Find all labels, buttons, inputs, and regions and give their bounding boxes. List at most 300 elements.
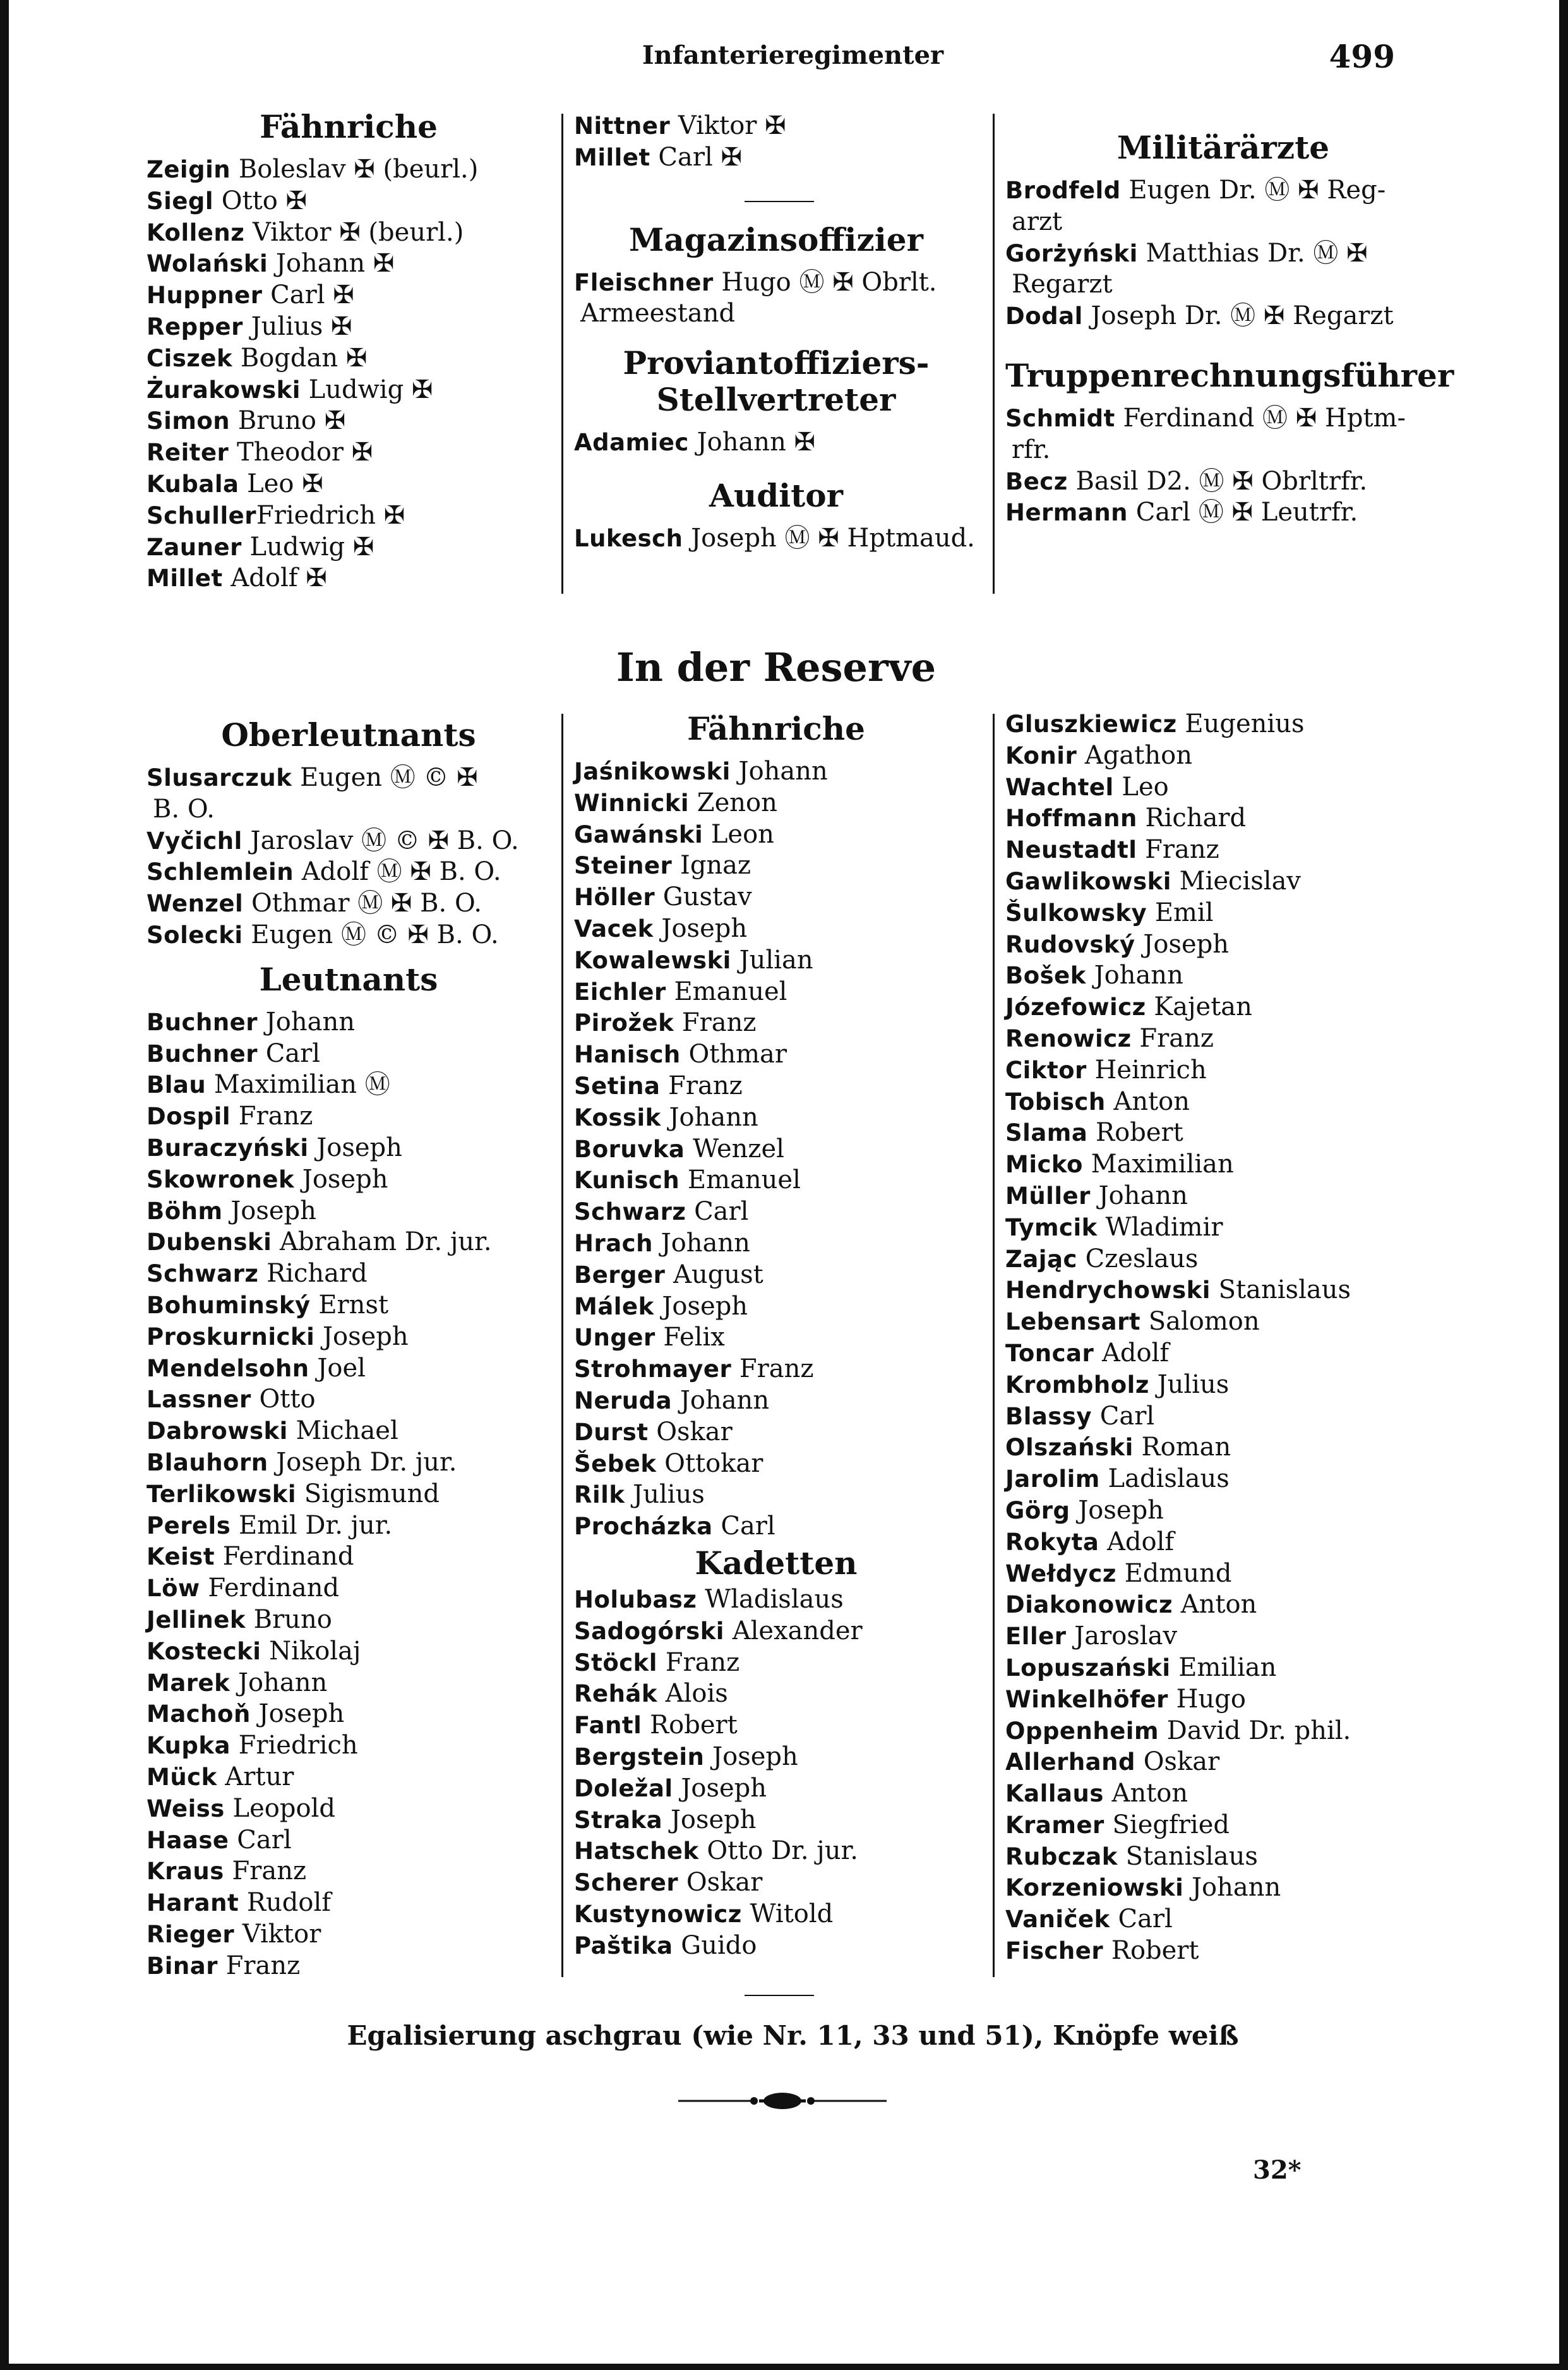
surname: Olszański	[1005, 1434, 1134, 1462]
surname: Hoffmann	[1005, 805, 1137, 833]
surname: Görg	[1005, 1496, 1070, 1524]
entry-detail: Rudolf	[239, 1888, 332, 1918]
list-item	[1005, 1244, 1441, 1275]
surname: Straka	[574, 1806, 663, 1834]
list-item	[574, 427, 978, 459]
surname: Jarolim	[1005, 1465, 1100, 1493]
section-heading: Militärärzte	[1116, 129, 1330, 166]
entry-detail: Carl	[1092, 1401, 1155, 1431]
list-item	[147, 1573, 551, 1604]
surname: Wachtel	[1005, 773, 1114, 801]
surname: Gawánski	[574, 821, 703, 848]
surname: Millet	[574, 143, 650, 171]
surname: Müller	[1005, 1182, 1091, 1210]
list-item	[147, 532, 551, 563]
surname: Reiter	[147, 439, 229, 467]
entry-detail: Franz	[657, 1647, 740, 1677]
entry-detail: Wenzel	[685, 1134, 784, 1164]
entry-detail: Otto Dr. jur.	[698, 1836, 858, 1866]
entry-detail: Julius	[625, 1480, 705, 1510]
list-item	[1005, 175, 1441, 207]
list-item	[574, 882, 978, 913]
entry-detail: Ferdinand	[200, 1573, 340, 1603]
list-item	[147, 1416, 551, 1447]
entry-detail: Eugenius	[1176, 709, 1305, 738]
entry-list	[574, 267, 978, 330]
surname: Lassner	[147, 1386, 251, 1414]
entry-detail: Salomon	[1140, 1307, 1260, 1337]
surname: Schwarz	[147, 1260, 259, 1288]
surname: Rehák	[574, 1680, 657, 1708]
list-item	[574, 111, 978, 142]
page-number: 499	[1329, 38, 1395, 75]
entry-detail: Jaroslav	[1066, 1621, 1178, 1651]
entry-detail: Ignaz	[672, 851, 751, 881]
entry-list	[574, 756, 978, 1543]
entry-detail: Maximilian	[1082, 1150, 1234, 1179]
entry-detail: Gustav	[655, 882, 752, 912]
entry-detail: Franz	[1131, 1023, 1214, 1053]
surname: Schlemlein	[147, 858, 294, 886]
list-item	[147, 1164, 551, 1196]
list-item	[574, 1008, 978, 1039]
list-item	[1005, 435, 1441, 466]
entry-detail: Johann	[258, 1007, 355, 1037]
entry-detail: Carl Ⓜ ✠ Leutrfr.	[1128, 498, 1358, 527]
surname: Zając	[1005, 1245, 1077, 1273]
top-col-1	[147, 109, 551, 594]
surname: Kraus	[147, 1858, 224, 1886]
entry-detail: Hugo Ⓜ ✠ Obrlt.	[713, 267, 937, 297]
surname: Lukesch	[574, 524, 683, 552]
surname: Kostecki	[147, 1637, 261, 1665]
list-item	[1005, 1023, 1441, 1055]
list-item	[1005, 960, 1441, 992]
surname: Neruda	[574, 1387, 673, 1414]
entry-detail: Viktor	[234, 1919, 321, 1949]
list-item	[147, 1699, 551, 1730]
surname: Boruvka	[574, 1135, 685, 1163]
entry-detail: Othmar	[680, 1040, 787, 1069]
list-item	[574, 1354, 978, 1385]
surname: Procházka	[574, 1513, 713, 1541]
surname: Jaśnikowski	[574, 758, 731, 785]
list-item	[574, 1385, 978, 1417]
entry-detail: Edmund	[1116, 1558, 1232, 1588]
list-item	[574, 1165, 978, 1196]
list-item	[147, 826, 551, 857]
entry-detail: Bruno	[245, 1604, 332, 1634]
surname: Siegl	[147, 187, 214, 215]
entry-detail: Emil Dr. jur.	[230, 1510, 393, 1540]
entry-detail: Nikolaj	[261, 1636, 361, 1666]
list-item	[574, 1417, 978, 1448]
list-item	[1005, 1432, 1441, 1464]
entry-list	[147, 762, 551, 951]
entry-detail: Viktor ✠ (beurl.)	[244, 217, 464, 247]
entry-list	[1005, 709, 1441, 1967]
entry-detail: Bogdan ✠	[232, 343, 368, 373]
entry-detail: Siegfried	[1104, 1810, 1230, 1839]
list-item	[574, 819, 978, 851]
surname: Adamiec	[574, 429, 689, 457]
surname: Żurakowski	[147, 376, 301, 404]
entry-detail: Leo	[1113, 772, 1169, 802]
list-item	[147, 794, 551, 826]
entry-detail: Basil D2. Ⓜ ✠ Obrltrfr.	[1067, 466, 1368, 496]
surname: Lopuszański	[1005, 1654, 1171, 1681]
surname: Korzeniowski	[1005, 1874, 1184, 1902]
entry-detail: Armeestand	[580, 299, 736, 328]
entry-detail: Johann	[652, 1228, 750, 1258]
surname: Schmidt	[1005, 404, 1115, 432]
entry-detail: Joseph Dr. jur.	[268, 1447, 457, 1477]
surname: Berger	[574, 1261, 666, 1289]
list-item	[147, 248, 551, 280]
list-item	[147, 1887, 551, 1919]
entry-detail: Julius ✠	[242, 311, 352, 341]
list-item	[574, 1647, 978, 1679]
surname: Kunisch	[574, 1167, 680, 1194]
list-item	[1005, 1149, 1441, 1181]
entry-detail: Ludwig ✠	[241, 532, 374, 562]
list-item	[1005, 207, 1441, 238]
list-item	[147, 888, 551, 920]
entry-detail: Hugo	[1168, 1684, 1246, 1714]
list-item	[1005, 269, 1441, 301]
entry-detail: rfr.	[1012, 435, 1051, 464]
surname: Proskurnicki	[147, 1323, 315, 1350]
list-item	[147, 1919, 551, 1951]
entry-detail: Franz	[674, 1008, 757, 1038]
list-item	[147, 1730, 551, 1762]
entry-list	[1005, 403, 1441, 529]
section-heading: Fähnriche	[687, 710, 865, 747]
surname: Gorżyński	[1005, 239, 1138, 267]
entry-detail: Agathon	[1077, 740, 1192, 770]
entry-detail: Eugen Ⓜ © ✠	[292, 763, 478, 792]
surname: Bohuminský	[147, 1291, 311, 1319]
entry-detail: Joseph	[222, 1196, 316, 1225]
entry-detail: Ludwig ✠	[300, 375, 433, 404]
footer-note: Egalisierung aschgrau (wie Nr. 11, 33 und 51), Knöpfe weiß	[347, 2020, 1239, 2051]
entry-detail: Ferdinand Ⓜ ✠ Hptm-	[1115, 403, 1406, 433]
list-item	[1005, 1872, 1441, 1904]
list-item	[574, 756, 978, 788]
list-item	[1005, 1369, 1441, 1401]
surname: Oppenheim	[1005, 1717, 1159, 1745]
list-item	[147, 1636, 551, 1668]
entry-detail: Abraham Dr. jur.	[272, 1227, 492, 1257]
list-item	[1005, 1401, 1441, 1433]
list-item	[147, 1227, 551, 1258]
entry-detail: August	[665, 1260, 763, 1289]
entry-detail: Othmar Ⓜ ✠ B. O.	[243, 889, 482, 918]
surname: Hrach	[574, 1229, 653, 1257]
list-item	[147, 1258, 551, 1290]
entry-detail: Ottokar	[656, 1448, 763, 1478]
list-item	[1005, 1810, 1441, 1841]
entry-detail: Roman	[1133, 1433, 1231, 1462]
entry-detail: Joseph	[308, 1133, 402, 1162]
list-item	[147, 406, 551, 437]
section-heading: Magazinsoffizier	[629, 220, 923, 258]
column-rule	[561, 114, 563, 594]
entry-detail: Richard	[1137, 803, 1247, 833]
entry-detail: Wladimir	[1097, 1212, 1223, 1242]
list-item	[1005, 1181, 1441, 1212]
surname: Slama	[1005, 1119, 1088, 1147]
entry-detail: Leopold	[224, 1793, 335, 1823]
entry-detail: Anton	[1103, 1779, 1188, 1808]
entry-detail: Johann ✠	[268, 249, 395, 279]
entry-detail: Carl	[686, 1197, 749, 1227]
entry-detail: Otto	[251, 1385, 316, 1414]
section-heading: Truppenrechnungsführer	[1005, 356, 1454, 394]
surname: Gawlikowski	[1005, 867, 1171, 895]
surname: Vaniček	[1005, 1906, 1110, 1934]
surname: Diakonowicz	[1005, 1591, 1173, 1619]
entry-detail: Johann	[1090, 1181, 1188, 1210]
surname: Wełdycz	[1005, 1560, 1116, 1587]
list-item	[574, 1616, 978, 1647]
surname: Fantl	[574, 1712, 642, 1740]
list-item	[1005, 1338, 1441, 1369]
surname: Schuller	[147, 502, 256, 529]
entry-detail: Ferdinand	[215, 1542, 354, 1572]
list-item	[147, 1133, 551, 1164]
surname: Toncar	[1005, 1339, 1094, 1367]
list-item	[147, 186, 551, 217]
surname: Bergstein	[574, 1743, 705, 1771]
surname: Kollenz	[147, 219, 245, 246]
surname: Keist	[147, 1543, 215, 1571]
entry-detail: Zenon	[689, 788, 777, 817]
entry-detail: Oskar	[648, 1417, 733, 1447]
entry-detail: Oskar	[1135, 1747, 1220, 1777]
entry-detail: Alois	[657, 1679, 728, 1709]
surname: Hermann	[1005, 499, 1128, 527]
surname: Löw	[147, 1575, 200, 1603]
list-item	[1005, 1778, 1441, 1810]
surname: Dospil	[147, 1103, 231, 1131]
surname: Kupka	[147, 1732, 230, 1760]
list-item	[1005, 1716, 1441, 1747]
entry-detail: Stanislaus	[1210, 1275, 1351, 1305]
entry-detail: Johann	[1183, 1873, 1281, 1903]
list-item	[574, 1448, 978, 1480]
surname: Becz	[1005, 467, 1068, 495]
reserve-title: In der Reserve	[616, 644, 937, 690]
surname: Kramer	[1005, 1811, 1104, 1839]
surname: Neustadtl	[1005, 836, 1137, 864]
surname: Binar	[147, 1952, 218, 1980]
ornament-icon	[678, 2088, 887, 2114]
surname: Kubala	[147, 470, 239, 498]
running-header: Infanterieregimenter	[642, 40, 944, 70]
list-item	[574, 1836, 978, 1867]
surname: Rubczak	[1005, 1843, 1118, 1870]
entry-detail: Czeslaus	[1077, 1244, 1199, 1273]
list-item	[574, 945, 978, 977]
entry-detail: Carl	[258, 1038, 321, 1068]
surname: Krombholz	[1005, 1371, 1149, 1399]
surname: Repper	[147, 313, 243, 340]
entry-detail: Anton	[1173, 1590, 1257, 1620]
list-item	[574, 1228, 978, 1260]
list-item	[147, 1007, 551, 1038]
entry-detail: Ladislaus	[1099, 1464, 1230, 1494]
entry-detail: Leon	[703, 819, 774, 849]
entry-detail: Eugen Ⓜ © ✠ B. O.	[242, 920, 499, 949]
list-item	[574, 913, 978, 945]
surname: Lebensart	[1005, 1308, 1141, 1336]
surname: Vyčichl	[147, 827, 242, 855]
entry-detail: Guido	[673, 1930, 757, 1960]
entry-detail: Wladislaus	[697, 1584, 844, 1614]
list-item	[1005, 1464, 1441, 1495]
list-item	[574, 1584, 978, 1616]
list-item	[147, 1668, 551, 1699]
surname: Eichler	[574, 978, 666, 1006]
surname: Unger	[574, 1324, 655, 1352]
surname: Scherer	[574, 1869, 679, 1897]
list-item	[147, 154, 551, 186]
list-item	[1005, 301, 1441, 332]
entry-list	[574, 111, 978, 174]
entry-detail: Alexander	[724, 1616, 863, 1645]
entry-list	[574, 523, 978, 555]
surname: Tobisch	[1005, 1088, 1106, 1116]
surname: Mendelsohn	[147, 1354, 309, 1382]
list-item	[574, 1071, 978, 1102]
surname: Hatschek	[574, 1838, 699, 1865]
surname: Brodfeld	[1005, 177, 1121, 204]
entry-detail: Friedrich	[230, 1731, 358, 1760]
surname: Blauhorn	[147, 1448, 268, 1476]
entry-detail: Richard	[258, 1259, 368, 1289]
list-item	[147, 1196, 551, 1227]
list-item	[574, 1260, 978, 1291]
surname: Slusarczuk	[147, 764, 292, 791]
entry-list	[147, 154, 551, 594]
surname: Zauner	[147, 533, 242, 561]
list-item	[574, 977, 978, 1008]
entry-detail: Carl	[1110, 1904, 1173, 1934]
surname: Holubasz	[574, 1585, 697, 1613]
list-item	[1005, 1747, 1441, 1778]
entry-detail: Stanislaus	[1117, 1841, 1258, 1871]
entry-detail: Jaroslav Ⓜ © ✠ B. O.	[242, 826, 519, 855]
list-item	[1005, 709, 1441, 740]
list-item	[147, 1793, 551, 1825]
surname: Buraczyński	[147, 1134, 309, 1162]
list-item	[574, 1867, 978, 1899]
list-item	[1005, 740, 1441, 772]
entry-detail: Joseph	[704, 1741, 798, 1771]
entry-detail: Ernst	[310, 1290, 389, 1320]
list-item	[147, 857, 551, 888]
list-item	[147, 500, 551, 532]
surname: Schwarz	[574, 1198, 686, 1226]
surname: Wolański	[147, 250, 268, 278]
surname: Eller	[1005, 1623, 1067, 1651]
surname: Micko	[1005, 1151, 1083, 1179]
list-item	[574, 1805, 978, 1836]
list-item	[147, 1951, 551, 1982]
surname: Nittner	[574, 112, 671, 140]
entry-detail: Adolf	[1094, 1338, 1170, 1368]
surname: Dabrowski	[147, 1417, 288, 1445]
entry-list	[574, 427, 978, 459]
surname: Marek	[147, 1669, 230, 1697]
entry-detail: Robert	[1087, 1118, 1183, 1148]
section-heading: Kadetten	[695, 1544, 858, 1582]
surname: Jellinek	[147, 1606, 246, 1633]
surname: Weiss	[147, 1795, 225, 1822]
list-item	[147, 762, 551, 794]
entry-detail: Adolf	[1099, 1527, 1175, 1556]
surname: Kowalewski	[574, 946, 731, 974]
surname: Gluszkiewicz	[1005, 711, 1177, 738]
separator-rule	[745, 1995, 814, 1996]
entry-detail: Emanuel	[666, 977, 787, 1006]
surname: Buchner	[147, 1008, 258, 1036]
list-item	[147, 1856, 551, 1887]
entry-detail: Franz	[731, 1354, 814, 1384]
list-item	[147, 920, 551, 951]
list-item	[1005, 1558, 1441, 1590]
list-item	[1005, 238, 1441, 270]
list-item	[1005, 1055, 1441, 1086]
surname: Solecki	[147, 921, 243, 949]
entry-detail: Joseph	[654, 1291, 748, 1321]
surname: Ciktor	[1005, 1056, 1087, 1084]
surname: Šulkowsky	[1005, 899, 1147, 927]
surname: Blassy	[1005, 1402, 1092, 1430]
surname: Rilk	[574, 1481, 625, 1509]
surname: Šebek	[574, 1450, 657, 1477]
entry-detail: Otto ✠	[213, 186, 308, 215]
surname: Millet	[147, 565, 223, 592]
surname: Pirožek	[574, 1009, 674, 1037]
list-item	[574, 267, 978, 299]
entry-detail: arzt	[1012, 207, 1063, 236]
entry-detail: Franz	[1137, 835, 1219, 865]
list-item	[147, 1479, 551, 1510]
entry-detail: Julius	[1149, 1369, 1230, 1399]
entry-detail: Johann	[661, 1102, 758, 1132]
surname: Zeigin	[147, 156, 231, 183]
list-item	[147, 280, 551, 311]
list-item	[1005, 803, 1441, 834]
list-item	[1005, 1652, 1441, 1684]
entry-detail: Joseph	[314, 1321, 409, 1351]
list-item	[147, 311, 551, 343]
entry-detail: Eugen Dr. Ⓜ ✠ Reg-	[1120, 176, 1386, 205]
entry-detail: Boleslav ✠ (beurl.)	[230, 155, 479, 184]
list-item	[574, 1511, 978, 1543]
list-item	[147, 469, 551, 500]
entry-detail: Joseph	[1070, 1495, 1164, 1525]
entry-detail: Joel	[309, 1353, 366, 1383]
entry-detail: Regarzt	[1012, 270, 1113, 299]
list-item	[147, 1290, 551, 1321]
entry-detail: Felix	[655, 1323, 725, 1352]
entry-detail: Julian	[731, 945, 813, 975]
list-item	[147, 343, 551, 375]
top-col-2	[574, 111, 978, 555]
